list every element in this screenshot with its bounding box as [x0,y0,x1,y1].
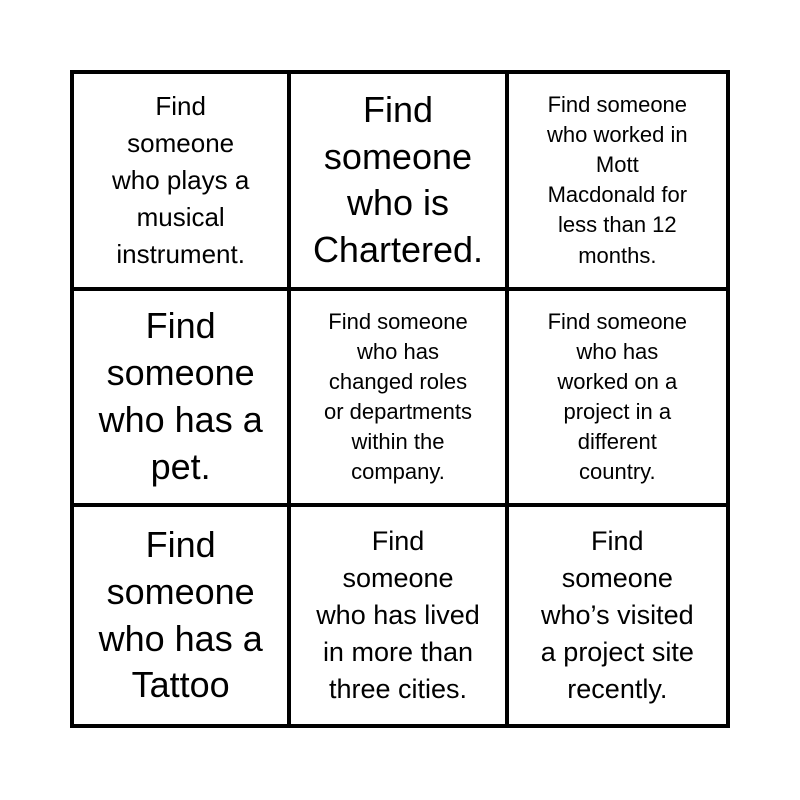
bingo-cell-r1c2[interactable]: Find someone who is Chartered. [291,74,508,291]
bingo-cell-r3c2[interactable]: Find someone who has lived in more than three cities. [291,507,508,724]
bingo-cell-r1c1[interactable]: Find someone who plays a musical instrument. [74,74,291,291]
bingo-cell-r3c3[interactable]: Find someone who’s visited a project site recently. [540,526,694,705]
bingo-cell-r2c2[interactable]: Find someone who has changed roles or departments within the company. [291,291,508,508]
bingo-board [70,70,730,728]
bingo-cell-r2c1[interactable]: Find someone who has a pet. [74,291,291,508]
bingo-cell-r2c3[interactable]: Find someone who has worked on a project in a different country. [509,291,726,508]
bingo-cell-r1c3[interactable]: Find someone who worked in Mott Macdonald for less than 12 months. [509,74,726,291]
bingo-cell-r3c1[interactable]: Find someone who has a Tattoo [74,507,291,724]
